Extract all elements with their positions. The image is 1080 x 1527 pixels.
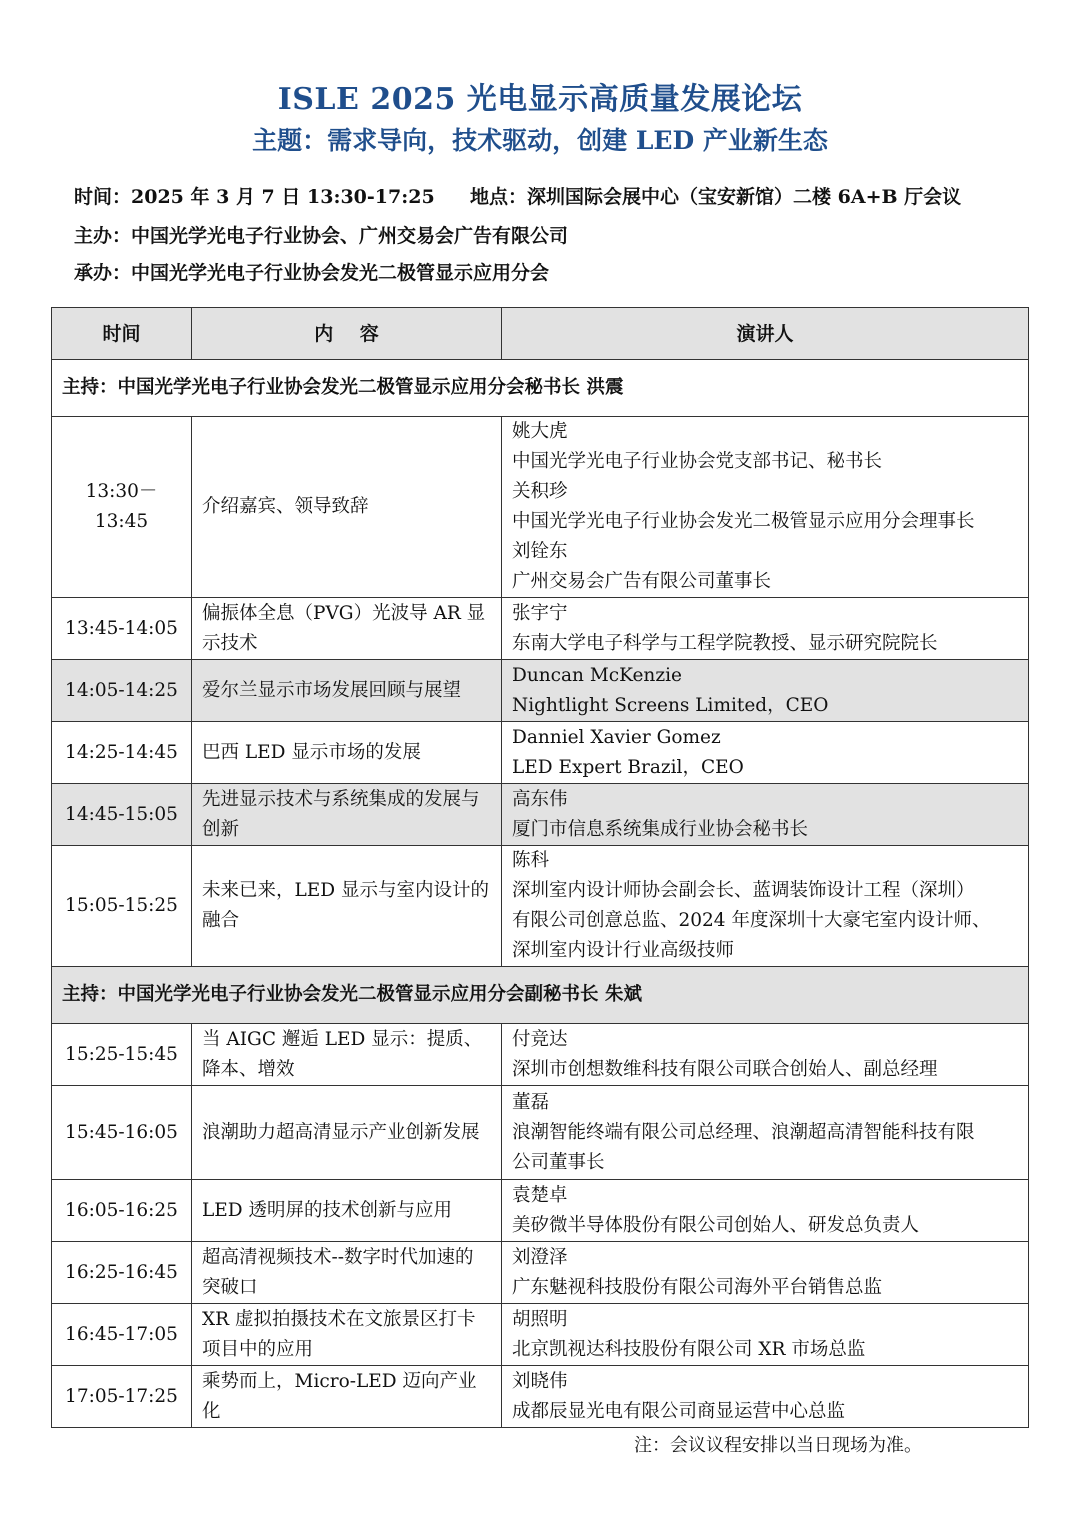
agenda-speaker <box>502 1086 1029 1180</box>
speaker-line: 美矽微半导体股份有限公司创始人、研发总负责人 <box>512 1214 920 1236</box>
page-title: ISLE 2025 光电显示高质量发展论坛 <box>277 82 803 117</box>
host-cell: 主持：中国光学光电子行业协会发光二极管显示应用分会副秘书长 朱斌 <box>52 967 1029 1024</box>
agenda-time: 16:05-16:25 <box>52 1180 192 1242</box>
agenda-time: 13:45-14:05 <box>52 598 192 660</box>
host-row <box>52 360 1029 417</box>
agenda-topic: 介绍嘉宾、领导致辞 <box>192 417 502 598</box>
header-time: 时间 <box>52 308 192 360</box>
speaker-line: 深圳室内设计师协会副会长、蓝调装饰设计工程（深圳） <box>512 880 975 901</box>
agenda-speaker <box>502 417 1029 598</box>
agenda-topic: 乘势而上，Micro-LED 迈向产业化 <box>192 1366 502 1428</box>
agenda-topic: LED 透明屏的技术创新与应用 <box>192 1180 502 1242</box>
agenda-row <box>52 1086 1029 1180</box>
agenda-speaker <box>502 846 1029 967</box>
agenda-row <box>52 846 1029 967</box>
agenda-speaker <box>502 1024 1029 1086</box>
agenda-topic: 浪潮助力超高清显示产业创新发展 <box>192 1086 502 1180</box>
agenda-speaker <box>502 784 1029 846</box>
agenda-row <box>52 1366 1029 1428</box>
agenda-speaker <box>502 1366 1029 1428</box>
agenda-time: 14:45-15:05 <box>52 784 192 846</box>
speaker-line: 刘铨东 <box>512 541 568 562</box>
event-time: 时间：2025 年 3 月 7 日 13:30-17:25 <box>74 186 435 208</box>
agenda-topic: 未来已来，LED 显示与室内设计的融合 <box>192 846 502 967</box>
page-subtitle: 主题：需求导向，技术驱动，创建 LED 产业新生态 <box>252 126 828 155</box>
speaker-line: Duncan McKenzie <box>512 664 682 686</box>
agenda-row <box>52 660 1029 722</box>
speaker-line: 陈科 <box>512 850 550 871</box>
agenda-time: 17:05-17:25 <box>52 1366 192 1428</box>
speaker-line: 中国光学光电子行业协会党支部书记、秘书长 <box>512 451 883 472</box>
speaker-line: 有限公司创意总监、2024 年度深圳十大豪宅室内设计师、 <box>512 910 991 931</box>
agenda-row <box>52 722 1029 784</box>
agenda-row <box>52 417 1029 598</box>
header-speaker: 演讲人 <box>502 308 1029 360</box>
speaker-line: 刘澄泽 <box>512 1246 568 1268</box>
agenda-topic: 巴西 LED 显示市场的发展 <box>192 722 502 784</box>
table-header-row <box>52 308 1029 360</box>
speaker-line: 付竞达 <box>512 1028 568 1050</box>
agenda-row <box>52 1024 1029 1086</box>
speaker-line: 张宇宁 <box>512 602 568 624</box>
speaker-line: 胡照明 <box>512 1308 568 1330</box>
agenda-table <box>51 307 1029 1428</box>
agenda-time: 15:25-15:45 <box>52 1024 192 1086</box>
agenda-time: 15:05-15:25 <box>52 846 192 967</box>
host-cell: 主持：中国光学光电子行业协会发光二极管显示应用分会秘书长 洪震 <box>52 360 1029 417</box>
host-row <box>52 967 1029 1024</box>
event-undertaker: 承办：中国光学光电子行业协会发光二极管显示应用分会 <box>74 262 550 284</box>
speaker-line: 广东魅视科技股份有限公司海外平台销售总监 <box>512 1276 883 1298</box>
agenda-topic: 超高清视频技术--数字时代加速的突破口 <box>192 1242 502 1304</box>
agenda-speaker <box>502 1304 1029 1366</box>
agenda-speaker <box>502 722 1029 784</box>
speaker-line: 关积珍 <box>512 481 568 502</box>
speaker-line: 姚大虎 <box>512 421 568 442</box>
speaker-line: 广州交易会广告有限公司董事长 <box>512 571 772 592</box>
footnote: 注：会议议程安排以当日现场为准。 <box>634 1435 922 1456</box>
agenda-body <box>52 360 1029 1428</box>
agenda-speaker <box>502 660 1029 722</box>
agenda-speaker <box>502 1180 1029 1242</box>
speaker-line: 深圳市创想数维科技有限公司联合创始人、副总经理 <box>512 1058 938 1080</box>
agenda-topic: 先进显示技术与系统集成的发展与创新 <box>192 784 502 846</box>
agenda-time: 15:45-16:05 <box>52 1086 192 1180</box>
speaker-line: 袁楚卓 <box>512 1184 568 1206</box>
agenda-row <box>52 1304 1029 1366</box>
speaker-line: 深圳室内设计行业高级技师 <box>512 940 735 961</box>
agenda-topic: XR 虚拟拍摄技术在文旅景区打卡项目中的应用 <box>192 1304 502 1366</box>
agenda-row <box>52 1242 1029 1304</box>
speaker-line: 东南大学电子科学与工程学院教授、显示研究院院长 <box>512 632 938 654</box>
speaker-line: 成都辰显光电有限公司商显运营中心总监 <box>512 1400 846 1422</box>
event-venue: 地点：深圳国际会展中心（宝安新馆）二楼 6A+B 厅会议 <box>470 186 962 208</box>
agenda-speaker <box>502 598 1029 660</box>
agenda-speaker <box>502 1242 1029 1304</box>
agenda-topic: 爱尔兰显示市场发展回顾与展望 <box>192 660 502 722</box>
speaker-line: Danniel Xavier Gomez <box>512 726 721 748</box>
event-organizer: 主办：中国光学光电子行业协会、广州交易会广告有限公司 <box>74 225 569 247</box>
speaker-line: 浪潮智能终端有限公司总经理、浪潮超高清智能科技有限 <box>512 1121 975 1143</box>
agenda-topic: 偏振体全息（PVG）光波导 AR 显示技术 <box>192 598 502 660</box>
speaker-line: 公司董事长 <box>512 1151 605 1173</box>
agenda-time: 16:45-17:05 <box>52 1304 192 1366</box>
speaker-line: Nightlight Screens Limited，CEO <box>512 694 829 716</box>
speaker-line: 北京凯视达科技股份有限公司 XR 市场总监 <box>512 1338 866 1360</box>
agenda-row <box>52 1180 1029 1242</box>
speaker-line: 董磊 <box>512 1091 550 1113</box>
header-content: 内 容 <box>192 308 502 360</box>
speaker-line: 厦门市信息系统集成行业协会秘书长 <box>512 818 809 840</box>
speaker-line: LED Expert Brazil，CEO <box>512 756 744 778</box>
agenda-row <box>52 598 1029 660</box>
agenda-topic: 当 AIGC 邂逅 LED 显示：提质、降本、增效 <box>192 1024 502 1086</box>
agenda-time: 14:25-14:45 <box>52 722 192 784</box>
speaker-line: 高东伟 <box>512 788 568 810</box>
agenda-time: 16:25-16:45 <box>52 1242 192 1304</box>
speaker-line: 刘晓伟 <box>512 1370 568 1392</box>
agenda-row <box>52 784 1029 846</box>
speaker-line: 中国光学光电子行业协会发光二极管显示应用分会理事长 <box>512 511 975 532</box>
agenda-time: 14:05-14:25 <box>52 660 192 722</box>
agenda-time: 13:30－13:45 <box>52 417 192 598</box>
